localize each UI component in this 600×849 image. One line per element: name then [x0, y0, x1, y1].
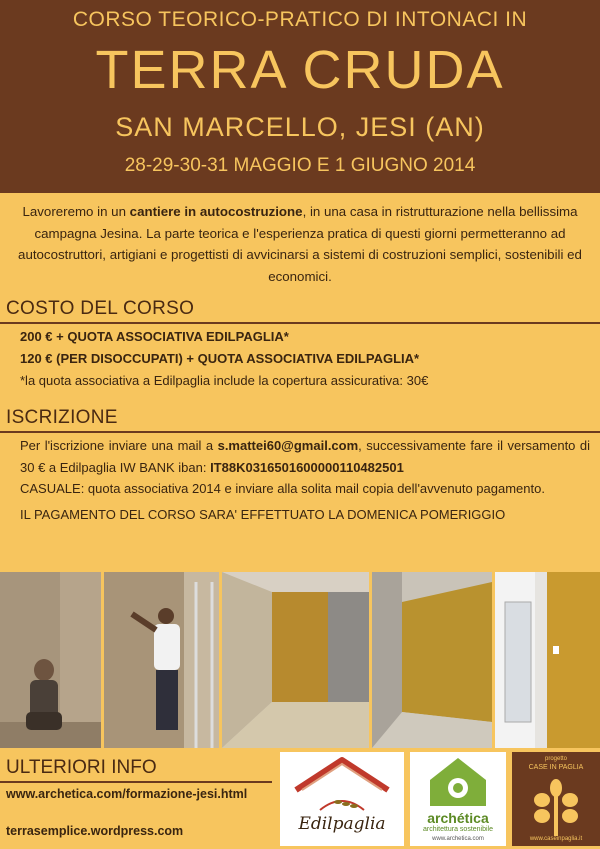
cost-section-title: COSTO DEL CORSO	[6, 298, 195, 319]
registration-text-1: Per l'iscrizione inviare una mail a	[20, 438, 218, 453]
archetica-name: archética	[427, 810, 489, 826]
header-banner	[0, 0, 600, 193]
cost-line-unemployed: 120 € (PER DISOCCUPATI) + QUOTA ASSOCIATIVA EDILPAGLIA*	[20, 351, 420, 366]
archetica-logo	[410, 752, 506, 846]
edilpaglia-logo	[280, 752, 404, 846]
cost-divider	[0, 322, 600, 324]
registration-section-title: ISCRIZIONE	[6, 407, 118, 428]
terrasemplice-link[interactable]: terrasemplice.wordpress.com	[6, 824, 184, 838]
course-location: SAN MARCELLO, JESI (AN)	[115, 112, 485, 142]
cost-line-standard: 200 € + QUOTA ASSOCIATIVA EDILPAGLIA*	[20, 329, 289, 344]
registration-paragraph-2: CASUALE: quota associativa 2014 e inviare alla solita mail copia dell'avvenuto pagamento.	[20, 481, 545, 496]
photo-ochre-wall	[372, 572, 491, 748]
course-dates: 28-29-30-31 MAGGIO E 1 GIUGNO 2014	[124, 155, 476, 176]
cost-note: *la quota associativa a Edilpaglia include la copertura assicurativa: 30€	[20, 373, 429, 388]
intro-text-2: , in una casa in ristrutturazione nella bellissima campagna Jesina. La parte teorica e l'esperienza pratica di questi giorni permetteranno ad autocostruttori, artigiani e progettisti di avvicinarsi a sistemi di costruzioni semplici, sostenibili ed economici.	[18, 204, 582, 284]
edilpaglia-name: Edilpaglia	[298, 814, 386, 834]
photo-doorway	[495, 572, 600, 748]
registration-divider	[0, 431, 600, 433]
registration-email[interactable]: s.mattei60@gmail.com	[217, 438, 359, 453]
course-subtitle: CORSO TEORICO-PRATICO DI INTONACI IN	[72, 8, 528, 31]
intro-text-1: Lavoreremo in un	[22, 204, 130, 219]
more-info-title: ULTERIORI INFO	[6, 757, 157, 778]
intro-bold: cantiere in autocostruzione	[129, 204, 303, 219]
registration-paragraph-3: IL PAGAMENTO DEL CORSO SARA' EFFETTUATO LA DOMENICA POMERIGGIO	[20, 506, 506, 522]
photo-strip	[0, 572, 600, 748]
photo-worker-plastering	[104, 572, 218, 748]
archetica-url: www.archetica.com	[432, 836, 484, 842]
registration-details	[20, 435, 590, 525]
photo-worker-crouching	[0, 572, 101, 748]
archetica-house-icon	[410, 752, 506, 812]
registration-text-2: , successivamente fare il versamento di 30 € a Edilpaglia IW BANK iban:	[20, 438, 590, 475]
caseinpaglia-url: www.caseinpaglia.it	[529, 836, 583, 842]
intro-paragraph	[10, 201, 590, 287]
course-title: TERRA CRUDA	[95, 40, 505, 100]
archetica-link[interactable]: www.archetica.com/formazione-jesi.html	[6, 787, 248, 801]
caseinpaglia-top: progetto	[544, 756, 568, 762]
registration-iban: IT88K0316501600000110482501	[210, 459, 404, 475]
registration-paragraph-1	[20, 435, 590, 478]
caseinpaglia-logo	[512, 752, 600, 846]
more-info-divider	[0, 781, 272, 783]
wheat-icon	[512, 774, 600, 838]
caseinpaglia-name: CASE IN PAGLIA	[528, 764, 584, 771]
cost-details	[20, 326, 590, 392]
archetica-tagline: architettura sostenibile	[422, 826, 494, 833]
photo-ochre-room	[222, 572, 369, 748]
